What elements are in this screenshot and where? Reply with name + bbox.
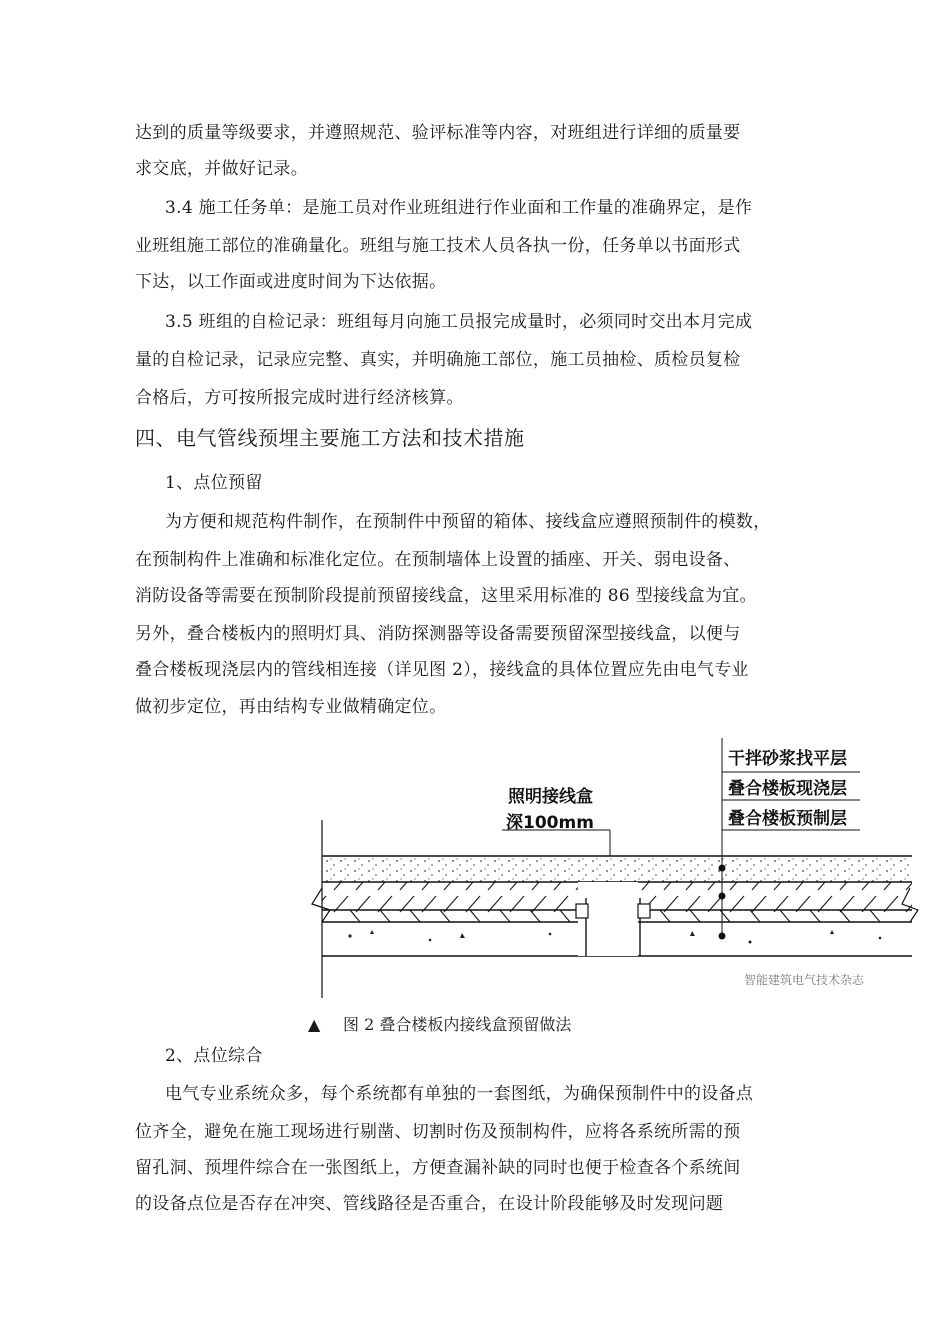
watermark: 智能建筑电气技术杂志: [744, 973, 865, 987]
para5-line1: 电气专业系统众多，每个系统都有单独的一套图纸，为确保预制件中的设备点: [165, 1084, 754, 1104]
caption-marker: ▲: [308, 1015, 321, 1034]
para4-line6: 做初步定位，再由结构专业做精确定位。: [135, 697, 447, 717]
para5-line2: 位齐全，避免在施工现场进行剔凿、切割时伤及预制构件，应将各系统所需的预: [135, 1122, 741, 1142]
subsection-1-title: 1、点位预留: [165, 473, 263, 493]
para3-line2: 量的自检记录，记录应完整、真实，并明确施工部位，施工员抽检、质检员复检: [135, 350, 741, 370]
para2-line1: 3.4 施工任务单：是施工员对作业班组进行作业面和工作量的准确界定，是作: [165, 198, 753, 218]
para2-line2: 业班组施工部位的准确量化。班组与施工技术人员各执一份，任务单以书面形式: [135, 236, 741, 256]
para2-line3: 下达，以工作面或进度时间为下达依据。: [135, 272, 447, 292]
layer-label-bottom: 叠合楼板预制层: [728, 809, 847, 829]
para4-line3: 消防设备等需要在预制阶段提前预留接线盒，这里采用标准的 86 型接线盒为宜。: [135, 586, 757, 606]
subsection-2-title: 2、点位综合: [165, 1046, 263, 1066]
layer-label-top: 干拌砂浆找平层: [728, 749, 847, 769]
box-label-1: 照明接线盒: [508, 787, 593, 807]
para1-line1: 达到的质量等级要求，并遵照规范、验评标准等内容，对班组进行详细的质量要: [135, 123, 741, 143]
junction-box: [578, 882, 638, 956]
para4-line2: 在预制构件上准确和标准化定位。在预制墙体上设置的插座、开关、弱电设备、: [135, 550, 741, 570]
junction-box-diagram: [310, 738, 920, 998]
para3-line1: 3.5 班组的自检记录：班组每月向施工员报完成量时，必须同时交出本月完成: [165, 312, 753, 332]
para3-line3: 合格后，方可按所报完成时进行经济核算。: [135, 388, 464, 408]
para1-line2: 求交底，并做好记录。: [135, 159, 308, 179]
mortar-layer: [322, 856, 912, 882]
para5-line4: 的设备点位是否存在冲突、管线路径是否重合，在设计阶段能够及时发现问题: [135, 1194, 724, 1214]
para4-line1: 为方便和规范构件制作，在预制件中预留的箱体、接线盒应遵照预制件的模数，: [165, 512, 771, 532]
para4-line4: 另外，叠合楼板内的照明灯具、消防探测器等设备需要预留深型接线盒，以便与: [135, 624, 741, 644]
para5-line3: 留孔洞、预埋件综合在一张图纸上，方便查漏补缺的同时也便于检查各个系统间: [135, 1158, 741, 1178]
layer-label-mid: 叠合楼板现浇层: [728, 779, 847, 799]
box-label-2: 深100mm: [506, 813, 594, 833]
section-heading: 四、电气管线预埋主要施工方法和技术措施: [135, 426, 525, 450]
figure-caption: 图 2 叠合楼板内接线盒预留做法: [343, 1015, 572, 1034]
para4-line5: 叠合楼板现浇层内的管线相连接（详见图 2），接线盒的具体位置应先由电气专业: [135, 660, 749, 680]
